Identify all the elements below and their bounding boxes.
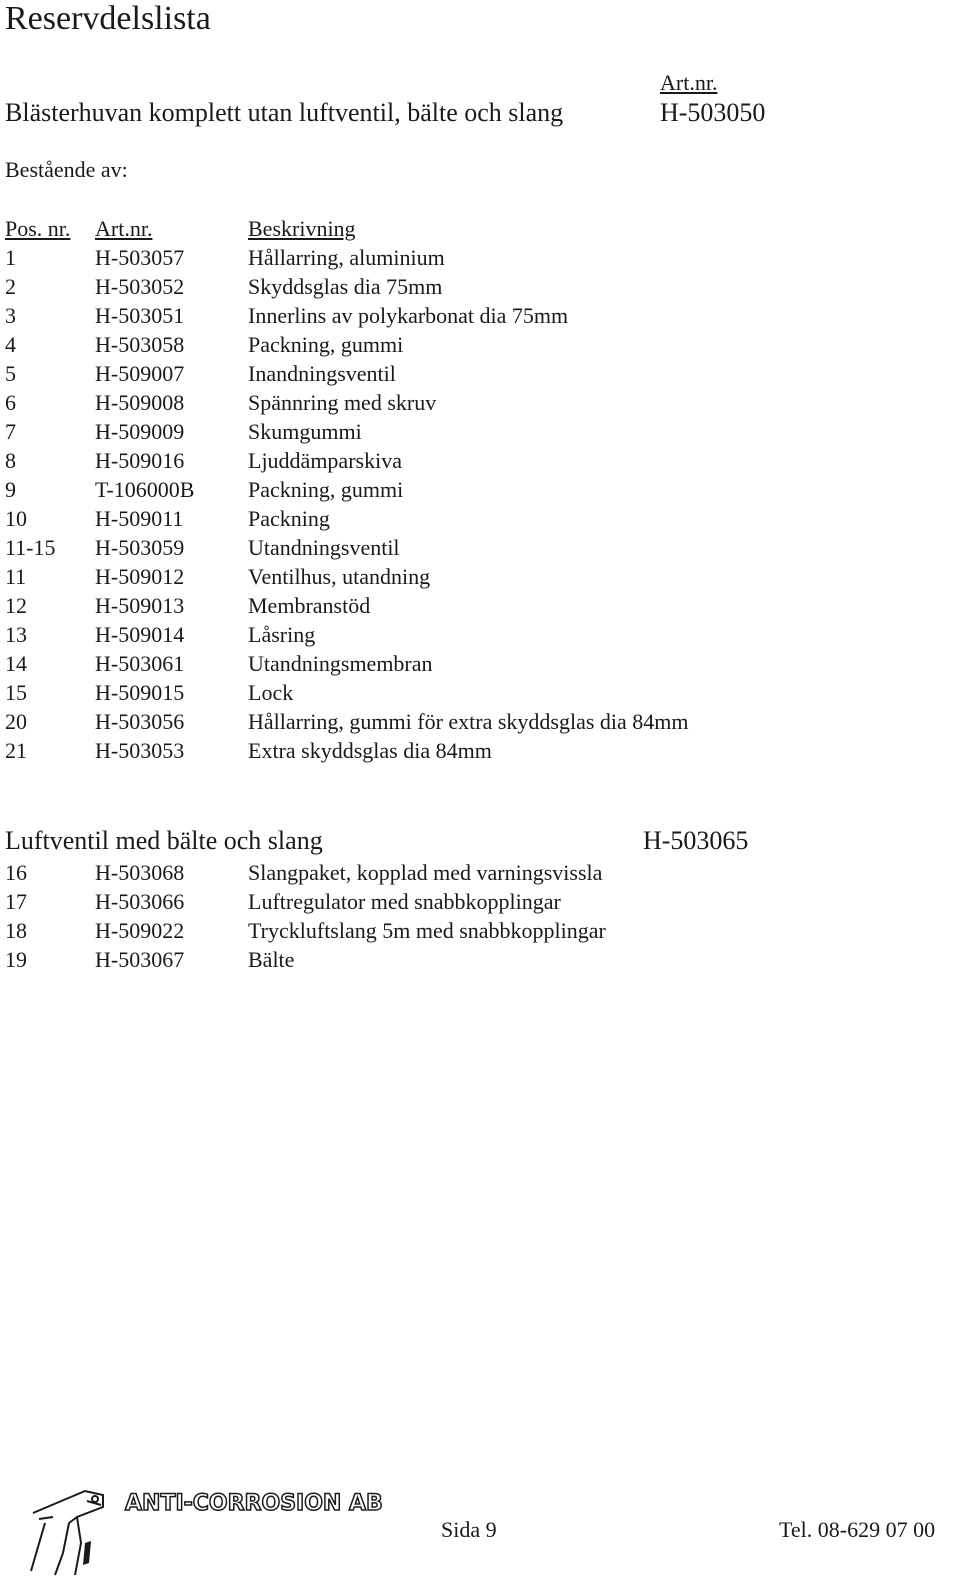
page-number: Sida 9 <box>441 1517 497 1542</box>
description-cell: Utandningsventil <box>248 535 400 560</box>
header-description: Beskrivning <box>248 216 356 241</box>
description-cell: Hållarring, gummi för extra skyddsglas dia 84mm <box>248 709 689 734</box>
pos-cell: 20 <box>5 709 27 734</box>
description-cell: Packning, gummi <box>248 477 404 502</box>
product-artnr: H-503050 <box>660 98 766 127</box>
page-title: Reservdelslista <box>5 0 211 37</box>
artnr-cell: H-509007 <box>95 361 185 386</box>
pos-cell: 11 <box>5 564 27 589</box>
artnr-cell: H-509008 <box>95 390 185 415</box>
artnr-cell: H-503052 <box>95 274 185 299</box>
artnr-cell: H-503057 <box>95 245 185 270</box>
pos-cell: 9 <box>5 477 16 502</box>
description-cell: Ventilhus, utandning <box>248 564 431 589</box>
artnr-cell: H-509012 <box>95 564 185 589</box>
description-cell: Inandningsventil <box>248 361 396 386</box>
artnr-cell: H-509014 <box>95 622 185 647</box>
pos-cell: 16 <box>5 860 27 885</box>
description-cell: Bälte <box>248 947 295 972</box>
artnr-cell: H-509022 <box>95 918 185 943</box>
artnr-cell: H-509009 <box>95 419 185 444</box>
pos-cell: 21 <box>5 738 27 763</box>
artnr-cell: H-503051 <box>95 303 185 328</box>
pos-cell: 4 <box>5 332 16 357</box>
artnr-cell: H-503067 <box>95 947 185 972</box>
description-cell: Luftregulator med snabbkopplingar <box>248 889 561 914</box>
pos-cell: 10 <box>5 506 27 531</box>
company-logo <box>25 1483 383 1579</box>
artnr-cell: H-509011 <box>95 506 184 531</box>
description-cell: Tryckluftslang 5m med snabbkopplingar <box>248 918 606 943</box>
description-cell: Spännring med skruv <box>248 390 437 415</box>
pos-cell: 3 <box>5 303 16 328</box>
consisting-of-label: Bestående av: <box>5 157 128 182</box>
pos-cell: 12 <box>5 593 27 618</box>
pos-cell: 7 <box>5 419 16 444</box>
pos-cell: 18 <box>5 918 27 943</box>
artnr-cell: H-503061 <box>95 651 185 676</box>
artnr-cell: H-503056 <box>95 709 185 734</box>
description-cell: Skyddsglas dia 75mm <box>248 274 443 299</box>
pos-cell: 6 <box>5 390 16 415</box>
description-cell: Skumgummi <box>248 419 362 444</box>
description-cell: Packning, gummi <box>248 332 404 357</box>
pos-cell: 17 <box>5 889 27 914</box>
artnr-cell: H-503053 <box>95 738 185 763</box>
description-cell: Ljuddämparskiva <box>248 448 402 473</box>
telephone: Tel. 08-629 07 00 <box>779 1517 936 1542</box>
pos-cell: 13 <box>5 622 27 647</box>
artnr-column-heading: Art.nr. <box>660 70 718 95</box>
pos-cell: 15 <box>5 680 27 705</box>
description-cell: Slangpaket, kopplad med varningsvissla <box>248 860 603 885</box>
pos-cell: 1 <box>5 245 16 270</box>
artnr-cell: H-509016 <box>95 448 185 473</box>
company-logo-text: ANTI-CORROSION AB <box>125 1491 383 1516</box>
artnr-cell: T-106000B <box>95 477 195 502</box>
header-artnr: Art.nr. <box>95 216 153 241</box>
artnr-cell: H-503066 <box>95 889 185 914</box>
pos-cell: 5 <box>5 361 16 386</box>
pos-cell: 14 <box>5 651 27 676</box>
artnr-cell: H-503068 <box>95 860 185 885</box>
description-cell: Extra skyddsglas dia 84mm <box>248 738 492 763</box>
pos-cell: 11-15 <box>5 535 56 560</box>
description-cell: Låsring <box>248 622 316 647</box>
description-cell: Hållarring, aluminium <box>248 245 445 270</box>
pos-cell: 19 <box>5 947 27 972</box>
product-name: Blästerhuvan komplett utan luftventil, bälte och slang <box>5 98 564 127</box>
artnr-cell: H-503059 <box>95 535 185 560</box>
description-cell: Utandningsmembran <box>248 651 433 676</box>
description-cell: Membranstöd <box>248 593 371 618</box>
description-cell: Innerlins av polykarbonat dia 75mm <box>248 303 569 328</box>
artnr-cell: H-509015 <box>95 680 185 705</box>
header-pos: Pos. nr. <box>5 216 71 241</box>
section2-artnr: H-503065 <box>643 826 749 855</box>
description-cell: Lock <box>248 680 294 705</box>
pos-cell: 2 <box>5 274 16 299</box>
pos-cell: 8 <box>5 448 16 473</box>
description-cell: Packning <box>248 506 330 531</box>
artnr-cell: H-503058 <box>95 332 185 357</box>
section2-title: Luftventil med bälte och slang <box>5 826 323 855</box>
artnr-cell: H-509013 <box>95 593 185 618</box>
